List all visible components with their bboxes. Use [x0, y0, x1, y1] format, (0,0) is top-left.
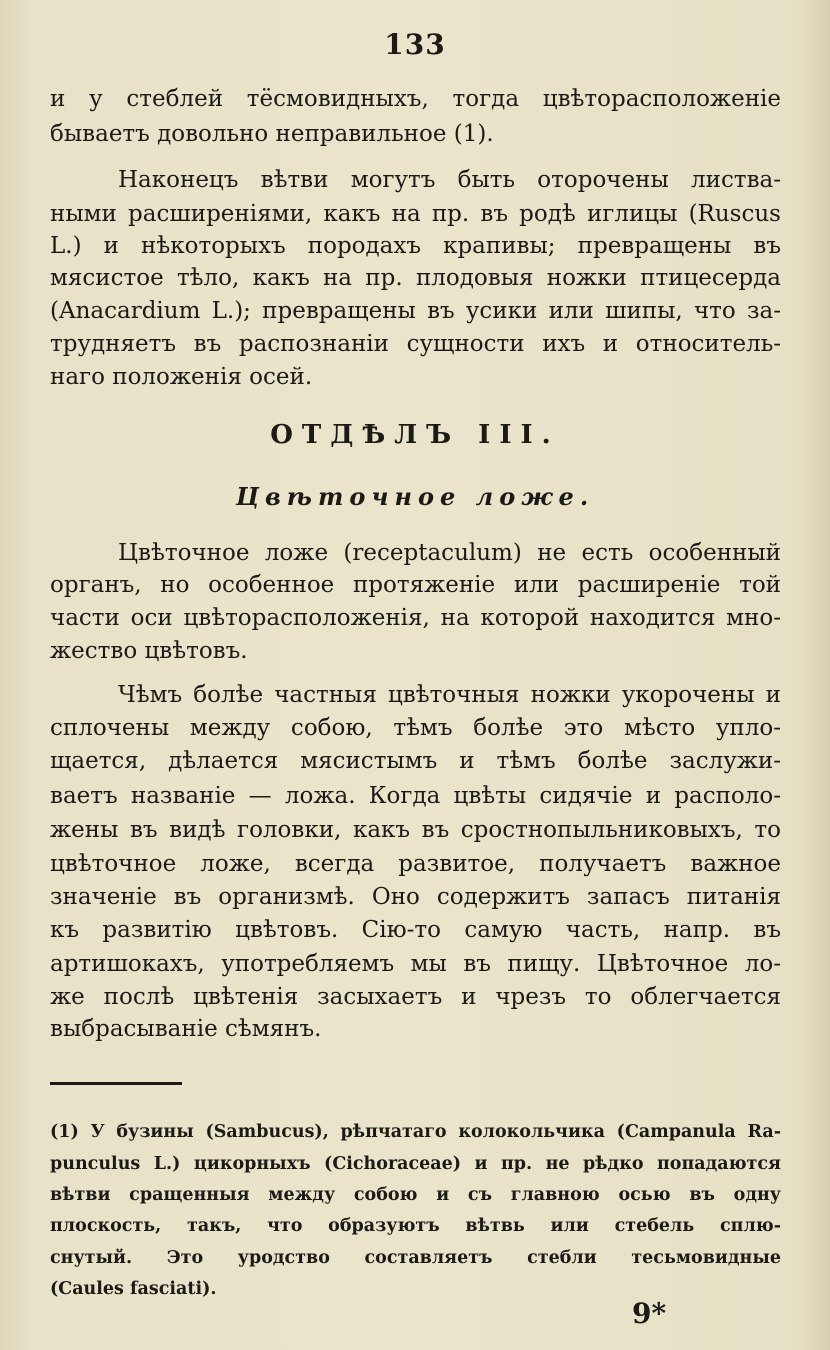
text-line: щается, дѣлается мясистымъ и тѣмъ болѣе заслужи-: [50, 748, 781, 774]
page-number: 133: [384, 28, 446, 61]
text-line: и у стеблей тёсмовидныхъ, тогда цвѣторасположеніе: [50, 86, 781, 112]
text-line: органъ, но особенное протяженіе или расширеніе той: [50, 572, 781, 598]
signature-mark: 9*: [632, 1297, 667, 1330]
text-line: (Anacardium L.); превращены въ усики или шипы, что за-: [50, 298, 781, 324]
text-line: наго положенія осей.: [50, 364, 313, 390]
text-line: Наконецъ вѣтви могутъ быть оторочены листва-: [118, 167, 781, 193]
footnote-line: плоскость, такъ, что образуютъ вѣтвь или стебель сплю-: [50, 1216, 781, 1236]
footnote-line: (Caules fasciati).: [50, 1279, 217, 1299]
text-line: выбрасываніе сѣмянъ.: [50, 1016, 322, 1042]
footnote-line: вѣтви сращенныя между собою и съ главною осью въ одну: [50, 1185, 781, 1205]
footnote-line: punculus L.) цикорныхъ (Cichoraceae) и пр. не рѣдко попадаются: [50, 1154, 781, 1174]
text-line: ваетъ названіе — ложа. Когда цвѣты сидячіе и располо-: [50, 783, 781, 809]
text-line: Цвѣточное ложе (receptaculum) не есть особенный: [118, 540, 781, 566]
text-line: же послѣ цвѣтенія засыхаетъ и чрезъ то облегчается: [50, 984, 781, 1010]
text-line: части оси цвѣторасположенія, на которой находится мно-: [50, 605, 781, 631]
text-line: бываетъ довольно неправильное (1).: [50, 121, 494, 147]
footnote-rule: [50, 1082, 182, 1085]
footnote-line: снутый. Это уродство составляетъ стебли тесьмовидные: [50, 1248, 781, 1268]
text-line: Чѣмъ болѣе частныя цвѣточныя ножки укорочены и: [118, 682, 781, 708]
text-line: цвѣточное ложе, всегда развитое, получаетъ важное: [50, 851, 781, 877]
text-line: жены въ видѣ головки, какъ въ сростнопыльниковыхъ, то: [50, 817, 781, 843]
text-line: трудняетъ въ распознаніи сущности ихъ и относитель-: [50, 331, 781, 357]
text-line: L.) и нѣкоторыхъ породахъ крапивы; превращены въ: [50, 233, 781, 259]
text-line: къ развитію цвѣтовъ. Сію-то самую часть, напр. въ: [50, 917, 781, 943]
text-line: значеніе въ организмѣ. Оно содержитъ запасъ питанія: [50, 884, 781, 910]
text-line: ными расширеніями, какъ на пр. въ родѣ иглицы (Ruscus: [50, 201, 781, 227]
text-line: жество цвѣтовъ.: [50, 638, 248, 664]
section-title: ОТДѢЛЪ III.: [270, 420, 560, 450]
footnote-line: (1) У бузины (Sambucus), рѣпчатаго колокольчика (Campanula Ra-: [50, 1122, 781, 1142]
text-line: артишокахъ, употребляемъ мы въ пищу. Цвѣточное ло-: [50, 951, 781, 977]
text-line: мясистое тѣло, какъ на пр. плодовыя ножки птицесерда: [50, 265, 781, 291]
text-line: сплочены между собою, тѣмъ болѣе это мѣсто упло-: [50, 715, 781, 741]
section-subtitle: Цвѣточное ложе.: [235, 482, 595, 511]
